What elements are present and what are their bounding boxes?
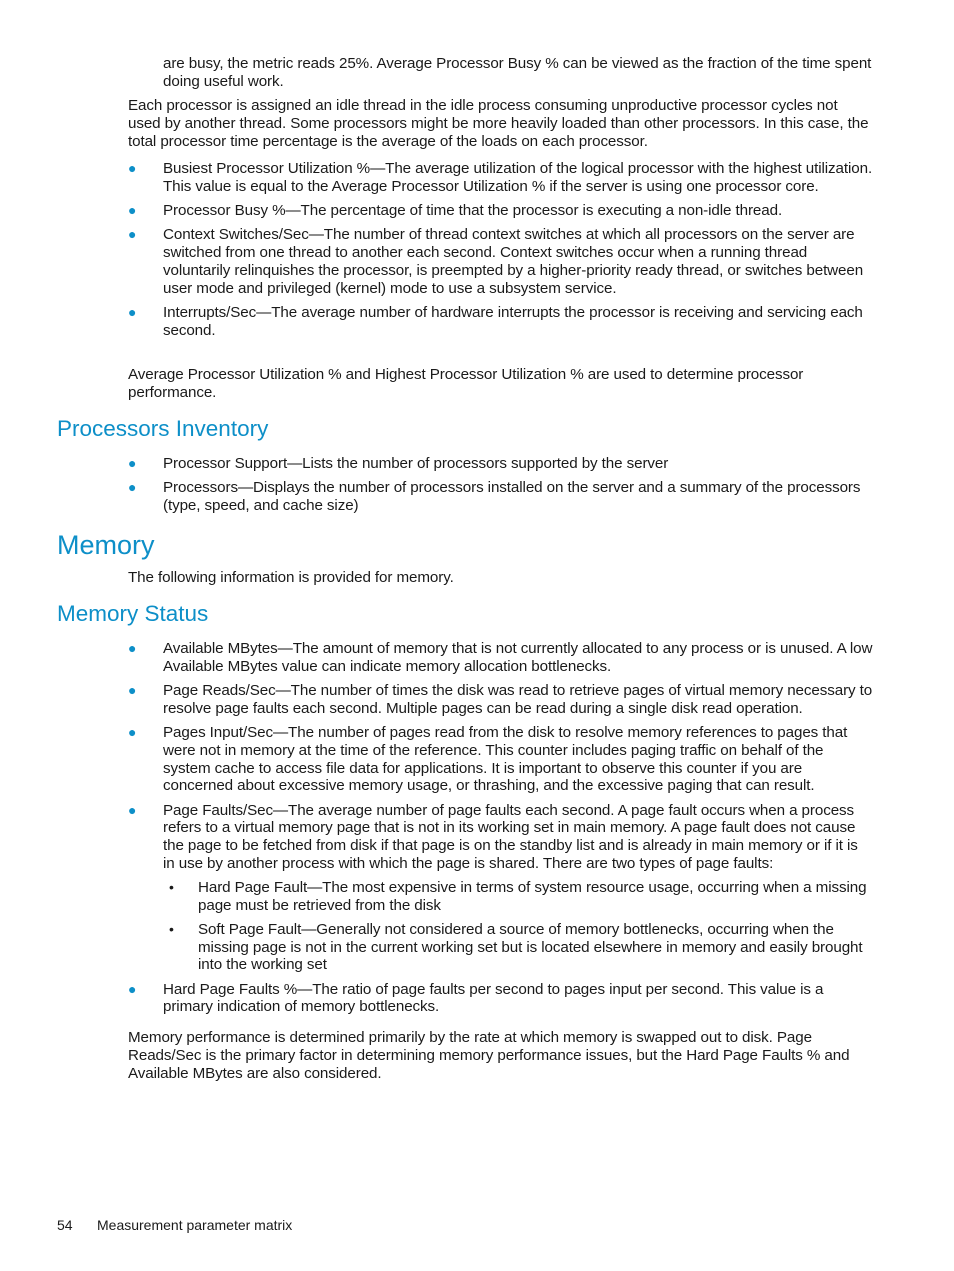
bullet-icon: ● <box>128 681 137 698</box>
list-item: ● Busiest Processor Utilization %—The average utilization of the logical processor with the highest utilization. This value is equal to the Average Processor Utilization % if the server is using one processor core. <box>128 160 873 195</box>
memory-heading: Memory <box>57 530 155 560</box>
memory-status-heading: Memory Status <box>57 601 209 626</box>
sub-bullet-icon: • <box>169 920 174 937</box>
memory-intro-paragraph: The following information is provided for memory. <box>128 569 454 586</box>
list-item: ● Available MBytes—The amount of memory that is not currently allocated to any process or is unused. A low Available MBytes value can indicate memory allocation bottlenecks. <box>128 640 873 675</box>
sub-list-item: • Soft Page Fault—Generally not considered a source of memory bottlenecks, occurring when the missing page is not in the current working set but is located elsewhere in memory and easily brought into the working set <box>169 920 863 974</box>
bullet-icon: ● <box>128 801 137 818</box>
bullet-icon: ● <box>128 160 137 176</box>
list-item: ● Processor Support—Lists the number of processors supported by the server <box>128 455 669 472</box>
sub-list-item: • Hard Page Fault—The most expensive in terms of system resource usage, occurring when a missing page must be retrieved from the disk <box>169 878 867 914</box>
page-footer <box>57 1216 292 1234</box>
processor-summary-paragraph: Average Processor Utilization % and Highest Processor Utilization % are used to determine processor performance. <box>128 366 804 401</box>
list-item: ● Pages Input/Sec—The number of pages read from the disk to resolve memory references to pages that were not in memory at the time of the reference. This counter includes paging traffic on behalf of the system cache to access file data for applications. It is important to observe this counter if you are concerned about excessive memory usage, or thrashing, and the excessive paging that can result. <box>128 723 848 795</box>
footer-section-title: Measurement parameter matrix <box>97 1217 293 1233</box>
sub-bullet-icon: • <box>169 878 174 895</box>
page-number: 54 <box>57 1217 73 1233</box>
processor-metrics-list <box>128 160 873 346</box>
list-item: ● Hard Page Faults %—The ratio of page faults per second to pages input per second. This value is a primary indication of memory bottlenecks. <box>128 980 824 1016</box>
memory-status-list <box>128 640 873 1022</box>
list-item: ● Context Switches/Sec—The number of thread context switches at which all processors on the server are switched from one thread to another each second. Context switches occur when a running thread voluntarily relinquishes the processor, is preempted by a higher-priority ready thread, or switches between user mode and privileged (kernel) mode to use a subsystem service. <box>128 226 864 297</box>
bullet-icon: ● <box>128 455 137 471</box>
page-fault-types-list <box>163 879 873 974</box>
list-item: ● Interrupts/Sec—The average number of hardware interrupts the processor is receiving and servicing each second. <box>128 303 863 339</box>
bullet-icon: ● <box>128 980 137 997</box>
processors-inventory-list <box>128 455 873 521</box>
processors-inventory-heading: Processors Inventory <box>57 416 269 441</box>
memory-summary-paragraph: Memory performance is determined primarily by the rate at which memory is swapped out to disk. Page Reads/Sec is the primary factor in determining memory performance issues, but the Hard Page Faults % and Available MBytes are also considered. <box>128 1029 850 1082</box>
idle-thread-paragraph: Each processor is assigned an idle thread in the idle process consuming unproductive processor cycles not used by another thread. Some processors might be more heavily loaded than other processors. In this case, the total processor time percentage is the average of the loads on each processor. <box>128 97 869 150</box>
continuation-text: are busy, the metric reads 25%. Average Processor Busy % can be viewed as the fraction of the time spent doing useful work. <box>163 55 872 90</box>
bullet-icon: ● <box>128 201 137 218</box>
list-item: ● Processors—Displays the number of processors installed on the server and a summary of the processors (type, speed, and cache size) <box>128 479 861 514</box>
bullet-icon: ● <box>128 723 137 740</box>
bullet-icon: ● <box>128 226 137 243</box>
list-item: ● Page Faults/Sec—The average number of page faults each second. A page fault occurs when a process refers to a virtual memory page that is not in its working set in main memory. A page fault does not cause the page to be fetched from disk if that page is on the standby list and is already in main memory or if it is in use by another process with which the page is shared. There are two types of page faults: • Hard Page Fault—The most expensive in terms of system resource usage, occurring when a missing page must be retrieved from the disk • Soft Page Fault—Generally not considered a source of memory bottlenecks, occurring when the missing page is not in the current working set but is located elsewhere in memory and easily brought into the working set <box>128 802 873 975</box>
list-item: ● Processor Busy %—The percentage of time that the processor is executing a non-idle thread. <box>128 201 783 219</box>
list-item: ● Page Reads/Sec—The number of times the disk was read to retrieve pages of virtual memory necessary to resolve page faults each second. Multiple pages can be read during a single disk read operation. <box>128 681 873 717</box>
bullet-icon: ● <box>128 303 137 320</box>
bullet-icon: ● <box>128 479 137 496</box>
bullet-icon: ● <box>128 640 137 656</box>
